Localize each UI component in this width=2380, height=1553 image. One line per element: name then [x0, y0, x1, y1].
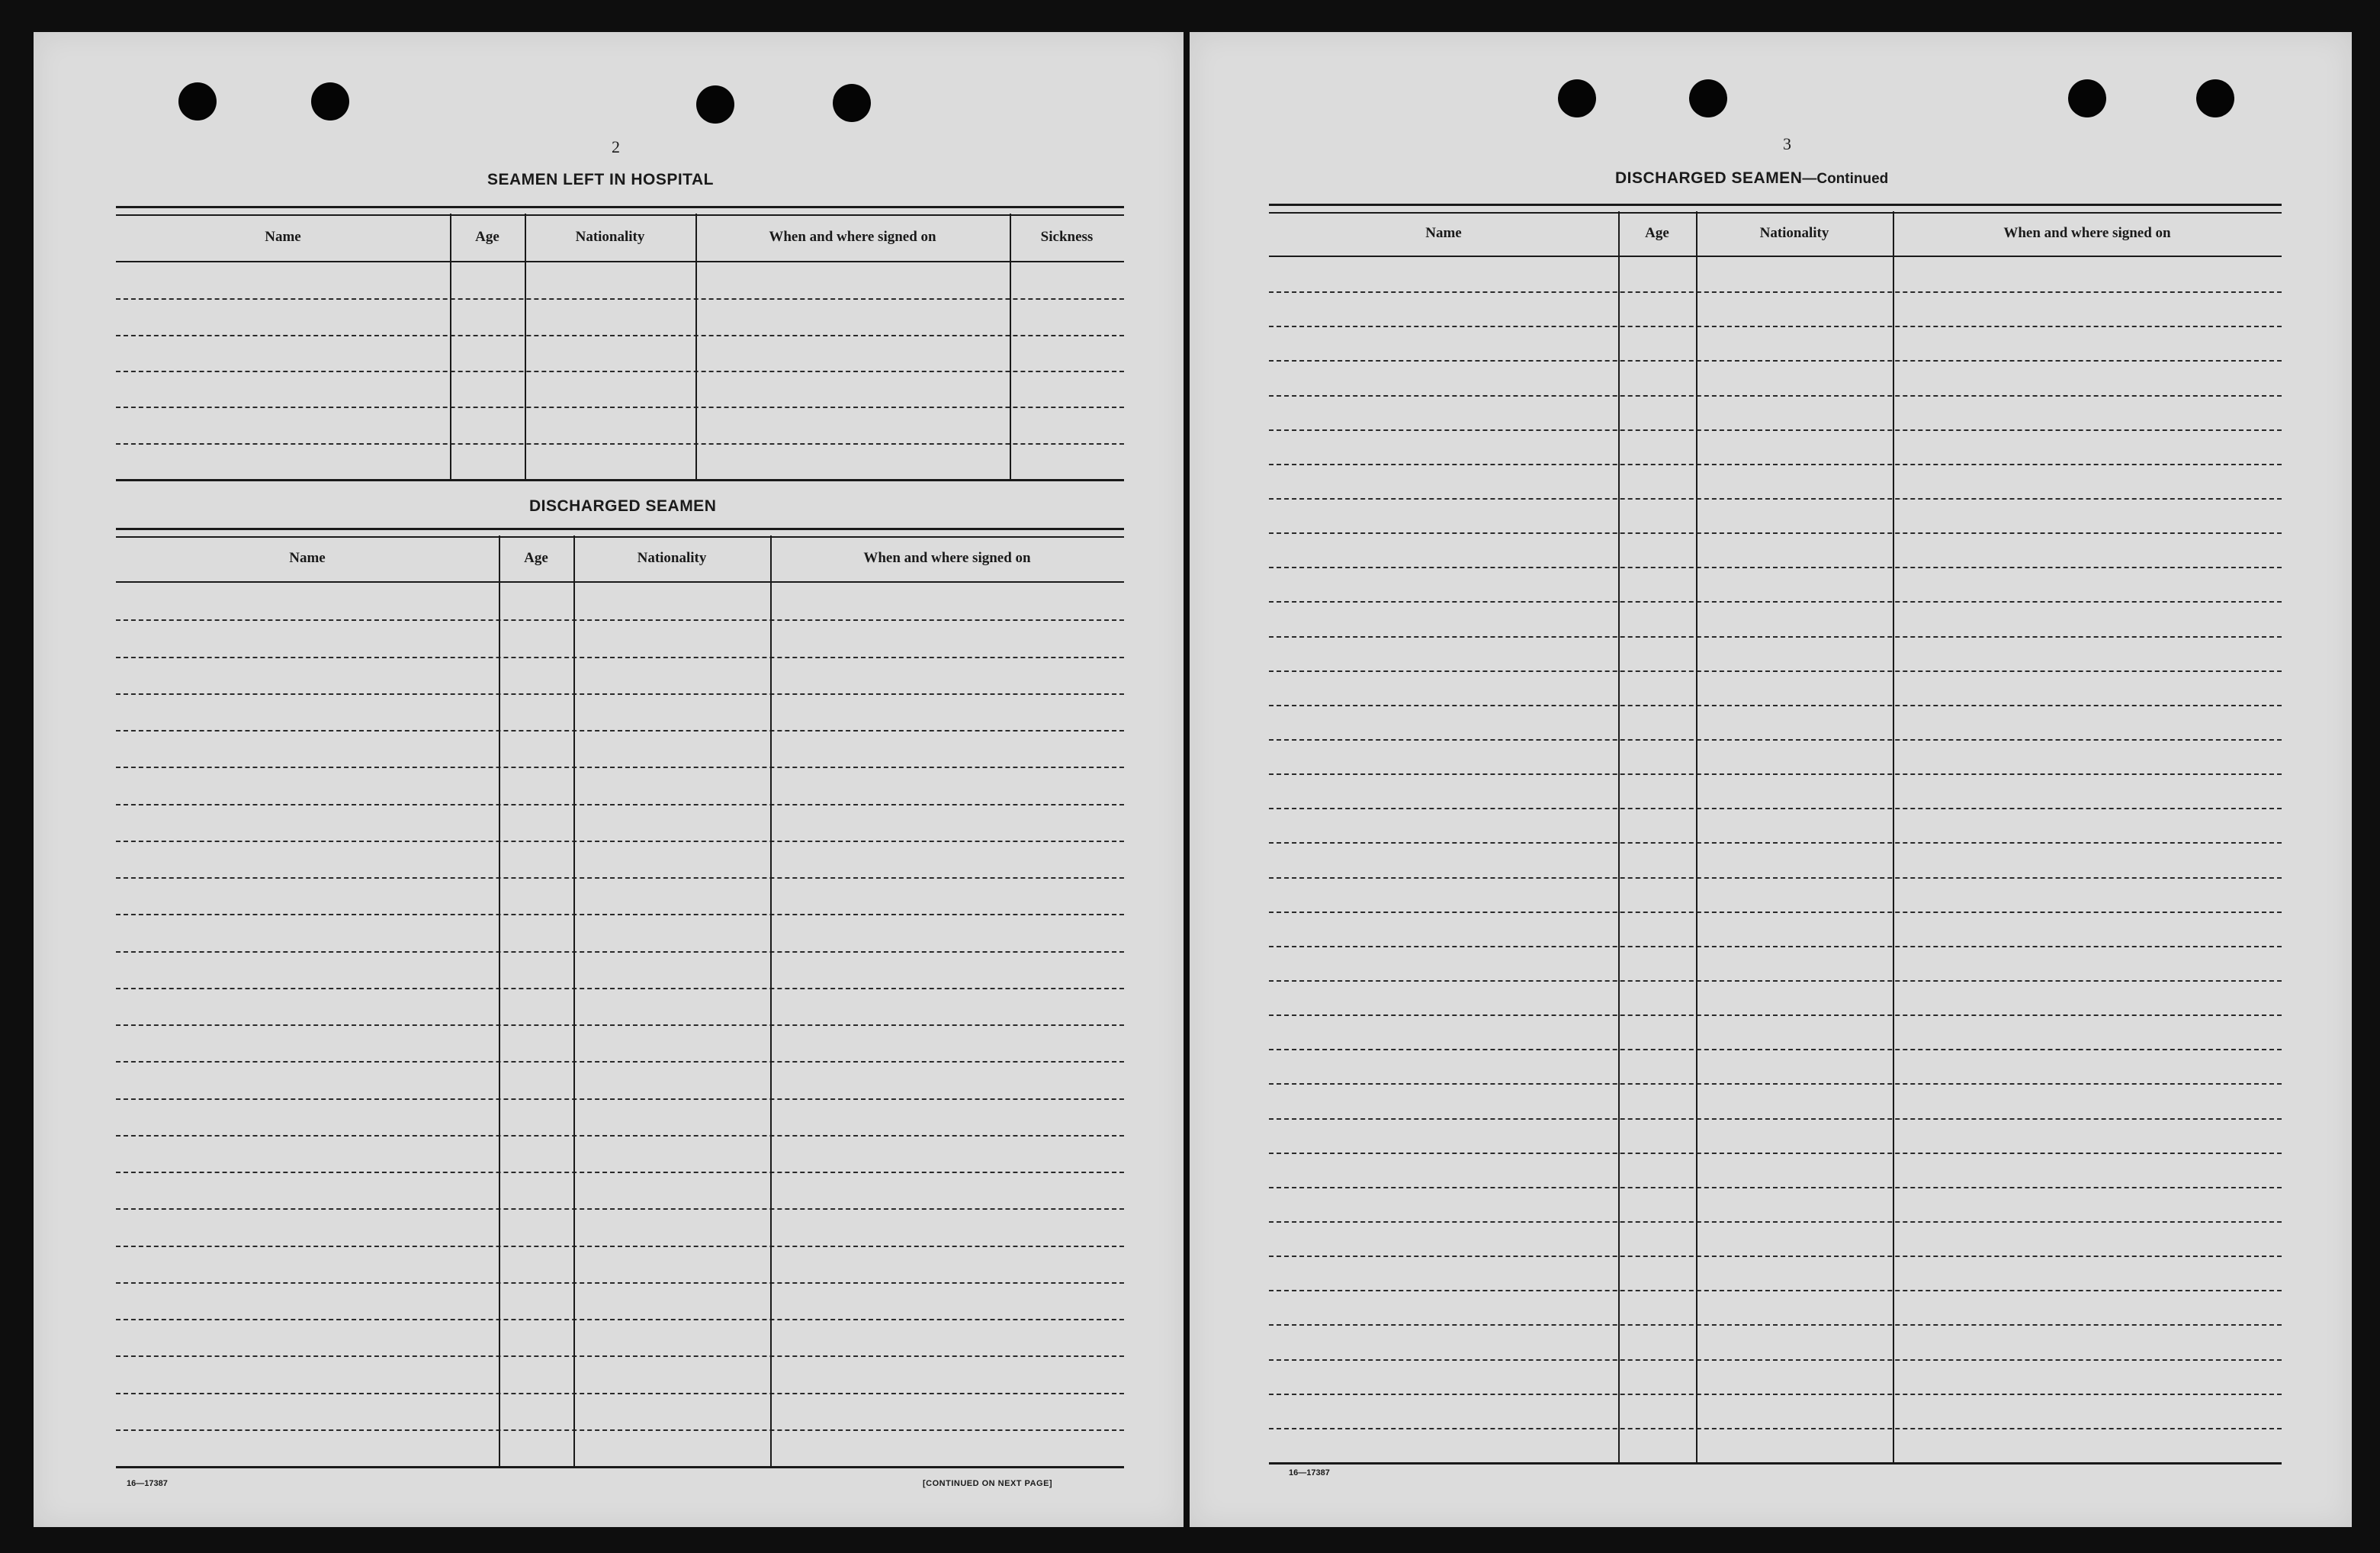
row-rule [116, 1319, 1124, 1320]
punch-hole [311, 82, 349, 121]
column-header-nationality: Nationality [1759, 225, 1829, 241]
row-rule [1269, 532, 2282, 534]
column-header-name: Name [265, 229, 301, 245]
punch-hole [696, 85, 734, 124]
discharged-continued-title [1615, 169, 1888, 188]
row-rule [116, 1098, 1124, 1100]
row-rule [116, 693, 1124, 695]
column-header-nationality: Nationality [637, 550, 707, 566]
row-rule [1269, 705, 2282, 706]
row-rule [116, 657, 1124, 658]
row-rule [1269, 360, 2282, 362]
column-divider [1010, 214, 1011, 479]
row-rule [116, 914, 1124, 915]
row-rule [1269, 1118, 2282, 1120]
row-rule [116, 1355, 1124, 1357]
hospital-section-title: SEAMEN LEFT IN HOSPITAL [487, 171, 714, 188]
continued-table [1269, 204, 2282, 1462]
column-divider [1696, 211, 1697, 1462]
row-rule [116, 1172, 1124, 1173]
bottom-rule [116, 479, 1124, 481]
row-rule [116, 371, 1124, 372]
column-divider [450, 214, 451, 479]
column-header-when-and-where-signed-on: When and where signed on [863, 550, 1031, 566]
punch-hole [1689, 79, 1727, 117]
bottom-rule [1269, 1462, 2282, 1465]
continued-note: [CONTINUED ON NEXT PAGE] [923, 1479, 1053, 1488]
row-rule [1269, 877, 2282, 879]
column-header-name: Name [289, 550, 326, 566]
row-rule [1269, 1290, 2282, 1291]
row-rule [116, 1135, 1124, 1137]
column-divider [695, 214, 697, 479]
row-rule [1269, 1014, 2282, 1016]
row-rule [1269, 429, 2282, 431]
row-rule [1269, 636, 2282, 638]
row-rule [1269, 1221, 2282, 1223]
row-rule [1269, 1256, 2282, 1257]
row-rule [1269, 395, 2282, 397]
header-row [116, 535, 1124, 583]
row-rule [116, 767, 1124, 768]
column-header-age: Age [524, 550, 548, 566]
row-rule [1269, 326, 2282, 327]
row-rule [1269, 946, 2282, 947]
header-row [116, 214, 1124, 262]
discharged-table [116, 528, 1124, 1466]
punch-hole [1558, 79, 1596, 117]
row-rule [116, 1024, 1124, 1026]
row-rule [116, 1208, 1124, 1210]
row-rule [116, 335, 1124, 336]
bleed-through-text [178, 169, 185, 198]
row-rule [1269, 912, 2282, 913]
row-rule [116, 1246, 1124, 1247]
row-rule [1269, 464, 2282, 465]
column-header-when-and-where-signed-on: When and where signed on [2003, 225, 2171, 241]
discharged-section-title: DISCHARGED SEAMEN [529, 497, 717, 515]
column-header-age: Age [475, 229, 499, 245]
page-number: 3 [1783, 134, 1791, 153]
row-rule [1269, 808, 2282, 809]
row-rule [1269, 1428, 2282, 1429]
row-rule [1269, 1394, 2282, 1395]
hospital-table [116, 206, 1124, 479]
row-rule [1269, 291, 2282, 293]
row-rule [116, 988, 1124, 989]
right-page [1190, 32, 2352, 1527]
row-rule [116, 1429, 1124, 1431]
row-rule [1269, 1187, 2282, 1188]
form-number: 16—17387 [127, 1479, 168, 1488]
row-rule [1269, 1324, 2282, 1326]
row-rule [116, 1282, 1124, 1284]
row-rule [1269, 498, 2282, 500]
column-header-age: Age [1645, 225, 1669, 241]
row-rule [1269, 773, 2282, 775]
row-rule [1269, 1153, 2282, 1154]
form-number: 16—17387 [1289, 1468, 1330, 1477]
row-rule [116, 298, 1124, 300]
row-rule [116, 407, 1124, 408]
row-rule [116, 443, 1124, 445]
row-rule [1269, 842, 2282, 844]
punch-hole [2068, 79, 2106, 117]
title-suffix: —Continued [1802, 171, 1889, 187]
row-rule [116, 951, 1124, 953]
punch-hole [2196, 79, 2234, 117]
column-divider [770, 535, 772, 1466]
row-rule [116, 841, 1124, 842]
column-divider [1893, 211, 1894, 1462]
row-rule [1269, 739, 2282, 741]
row-rule [1269, 1049, 2282, 1050]
row-rule [116, 804, 1124, 805]
column-divider [1618, 211, 1620, 1462]
left-page [34, 32, 1184, 1527]
column-header-name: Name [1425, 225, 1462, 241]
row-rule [116, 1393, 1124, 1394]
punch-hole [178, 82, 217, 121]
column-header-when-and-where-signed-on: When and where signed on [769, 229, 936, 245]
row-rule [116, 730, 1124, 731]
column-divider [573, 535, 575, 1466]
title-main: DISCHARGED SEAMEN [1615, 169, 1803, 187]
page-number: 2 [612, 137, 620, 156]
column-divider [499, 535, 500, 1466]
column-header-sickness: Sickness [1040, 229, 1094, 245]
row-rule [1269, 980, 2282, 982]
row-rule [1269, 601, 2282, 603]
row-rule [1269, 1359, 2282, 1361]
bottom-rule [116, 1466, 1124, 1468]
column-divider [525, 214, 526, 479]
column-header-nationality: Nationality [575, 229, 645, 245]
row-rule [1269, 567, 2282, 568]
header-row [1269, 211, 2282, 257]
row-rule [1269, 670, 2282, 672]
punch-hole [833, 84, 871, 122]
row-rule [116, 619, 1124, 621]
row-rule [1269, 1083, 2282, 1085]
row-rule [116, 877, 1124, 879]
row-rule [116, 1061, 1124, 1063]
